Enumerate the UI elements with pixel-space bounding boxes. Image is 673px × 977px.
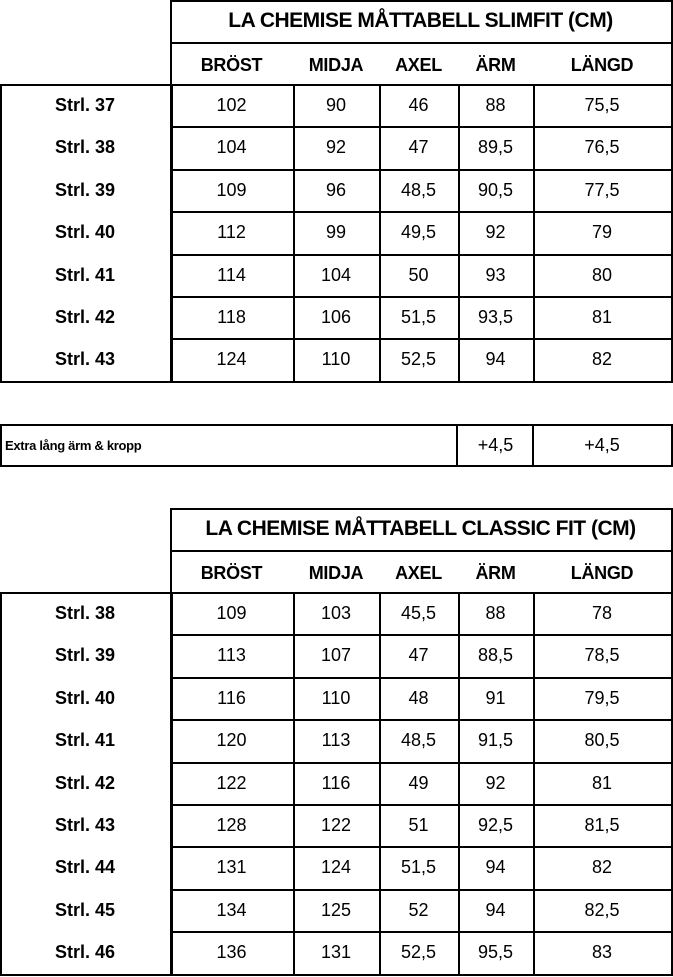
size-label: Strl. 43 (54, 348, 116, 369)
size-label: Strl. 38 (54, 136, 116, 157)
column-header-4: ÄRM (475, 562, 516, 583)
measurement-cell: 99 (325, 221, 347, 242)
measurement-cell: 136 (216, 941, 247, 962)
size-label: Strl. 40 (54, 221, 116, 242)
measurement-cell: 116 (217, 687, 246, 708)
column-header-3: AXEL (395, 562, 442, 583)
size-label: Strl. 39 (54, 179, 116, 200)
measurement-cell: 82 (591, 348, 613, 369)
size-label: Strl. 40 (54, 687, 116, 708)
measurement-cell: 51,5 (400, 856, 437, 877)
measurement-cell: 93,5 (477, 306, 514, 327)
measurement-cell: 102 (216, 94, 247, 115)
measurement-cell: 78,5 (584, 644, 620, 665)
size-label: Strl. 43 (54, 814, 116, 835)
measurement-cell: 80,5 (584, 729, 620, 750)
measurement-cell: 106 (320, 306, 352, 327)
measurement-cell: 47 (408, 644, 429, 665)
measurement-cell: 110 (321, 348, 351, 369)
measurement-cell: 131 (216, 856, 247, 877)
measurement-cell: 124 (216, 348, 247, 369)
measurement-cell: 134 (216, 899, 247, 920)
measurement-cell: 122 (216, 772, 247, 793)
measurement-cell: 113 (217, 644, 246, 665)
measurement-cell: 49 (408, 772, 429, 793)
measurement-cell: 113 (321, 729, 351, 750)
measurement-cell: 103 (320, 602, 352, 623)
table-title: LA CHEMISE MÅTTABELL CLASSIC FIT (CM) (205, 517, 636, 540)
measurement-cell: 50 (408, 264, 429, 285)
measurement-cell: 48,5 (400, 729, 437, 750)
measurement-cell: 51 (408, 814, 429, 835)
measurement-cell: 95,5 (477, 941, 514, 962)
extra-arm-value: +4,5 (477, 435, 514, 455)
column-header-5: LÄNGD (570, 54, 634, 75)
size-label: Strl. 45 (54, 899, 116, 920)
measurement-cell: 104 (320, 264, 352, 285)
measurement-cell: 104 (216, 136, 247, 157)
measurement-cell: 131 (320, 941, 352, 962)
measurement-cell: 92,5 (477, 814, 514, 835)
measurement-cell: 114 (217, 264, 246, 285)
measurement-cell: 122 (320, 814, 352, 835)
table-title: LA CHEMISE MÅTTABELL SLIMFIT (CM) (228, 9, 613, 32)
measurement-cell: 110 (321, 687, 351, 708)
measurement-cell: 116 (321, 772, 351, 793)
measurement-cell: 128 (216, 814, 247, 835)
measurement-cell: 88 (485, 602, 506, 623)
column-header-1: BRÖST (200, 562, 263, 583)
measurement-cell: 48,5 (400, 179, 437, 200)
extra-label: Extra lång ärm & kropp (5, 438, 142, 453)
measurement-cell: 81 (591, 306, 613, 327)
measurement-cell: 82 (591, 856, 613, 877)
measurement-cell: 83 (591, 941, 613, 962)
measurement-cell: 88,5 (477, 644, 514, 665)
size-label: Strl. 42 (54, 772, 116, 793)
measurement-cell: 47 (408, 136, 429, 157)
size-label: Strl. 38 (54, 602, 116, 623)
column-header-3: AXEL (395, 54, 442, 75)
measurement-cell: 94 (485, 856, 506, 877)
measurement-cell: 48 (408, 687, 429, 708)
measurement-cell: 92 (485, 221, 506, 242)
measurement-cell: 81,5 (584, 814, 620, 835)
measurement-cell: 96 (325, 179, 347, 200)
measurement-cell: 90 (325, 94, 347, 115)
measurement-cell: 82,5 (584, 899, 620, 920)
size-label: Strl. 46 (54, 941, 116, 962)
measurement-cell: 75,5 (584, 94, 620, 115)
column-header-4: ÄRM (475, 54, 516, 75)
size-label: Strl. 41 (54, 729, 116, 750)
measurement-cell: 52,5 (400, 348, 437, 369)
size-label: Strl. 39 (54, 644, 116, 665)
measurement-cell: 52 (408, 899, 429, 920)
column-header-2: MIDJA (308, 562, 364, 583)
column-header-1: BRÖST (200, 54, 263, 75)
measurement-cell: 88 (485, 94, 506, 115)
measurement-cell: 89,5 (477, 136, 514, 157)
measurement-cell: 76,5 (584, 136, 620, 157)
measurement-cell: 49,5 (400, 221, 437, 242)
measurement-cell: 120 (216, 729, 247, 750)
size-label: Strl. 37 (54, 94, 116, 115)
measurement-cell: 80 (591, 264, 613, 285)
measurement-cell: 93 (485, 264, 506, 285)
measurement-cell: 91,5 (477, 729, 514, 750)
measurement-cell: 109 (216, 602, 247, 623)
measurement-cell: 109 (216, 179, 247, 200)
column-header-5: LÄNGD (570, 562, 634, 583)
measurement-cell: 78 (591, 602, 613, 623)
size-label: Strl. 42 (54, 306, 116, 327)
measurement-cell: 45,5 (400, 602, 437, 623)
measurement-cell: 51,5 (400, 306, 437, 327)
extra-length-value: +4,5 (584, 435, 620, 455)
measurement-cell: 91 (485, 687, 506, 708)
size-label: Strl. 41 (54, 264, 116, 285)
column-header-2: MIDJA (308, 54, 364, 75)
size-label: Strl. 44 (54, 856, 116, 877)
measurement-cell: 94 (485, 348, 506, 369)
measurement-cell: 81 (591, 772, 613, 793)
measurement-cell: 112 (217, 221, 246, 242)
measurement-cell: 124 (320, 856, 352, 877)
measurement-cell: 90,5 (477, 179, 514, 200)
measurement-cell: 92 (325, 136, 347, 157)
measurement-cell: 77,5 (584, 179, 620, 200)
measurement-cell: 79 (591, 221, 613, 242)
measurement-cell: 118 (217, 306, 246, 327)
measurement-cell: 107 (320, 644, 352, 665)
measurement-cell: 52,5 (400, 941, 437, 962)
measurement-cell: 92 (485, 772, 506, 793)
measurement-cell: 125 (320, 899, 352, 920)
measurement-cell: 94 (485, 899, 506, 920)
measurement-cell: 79,5 (584, 687, 620, 708)
measurement-cell: 46 (408, 94, 429, 115)
